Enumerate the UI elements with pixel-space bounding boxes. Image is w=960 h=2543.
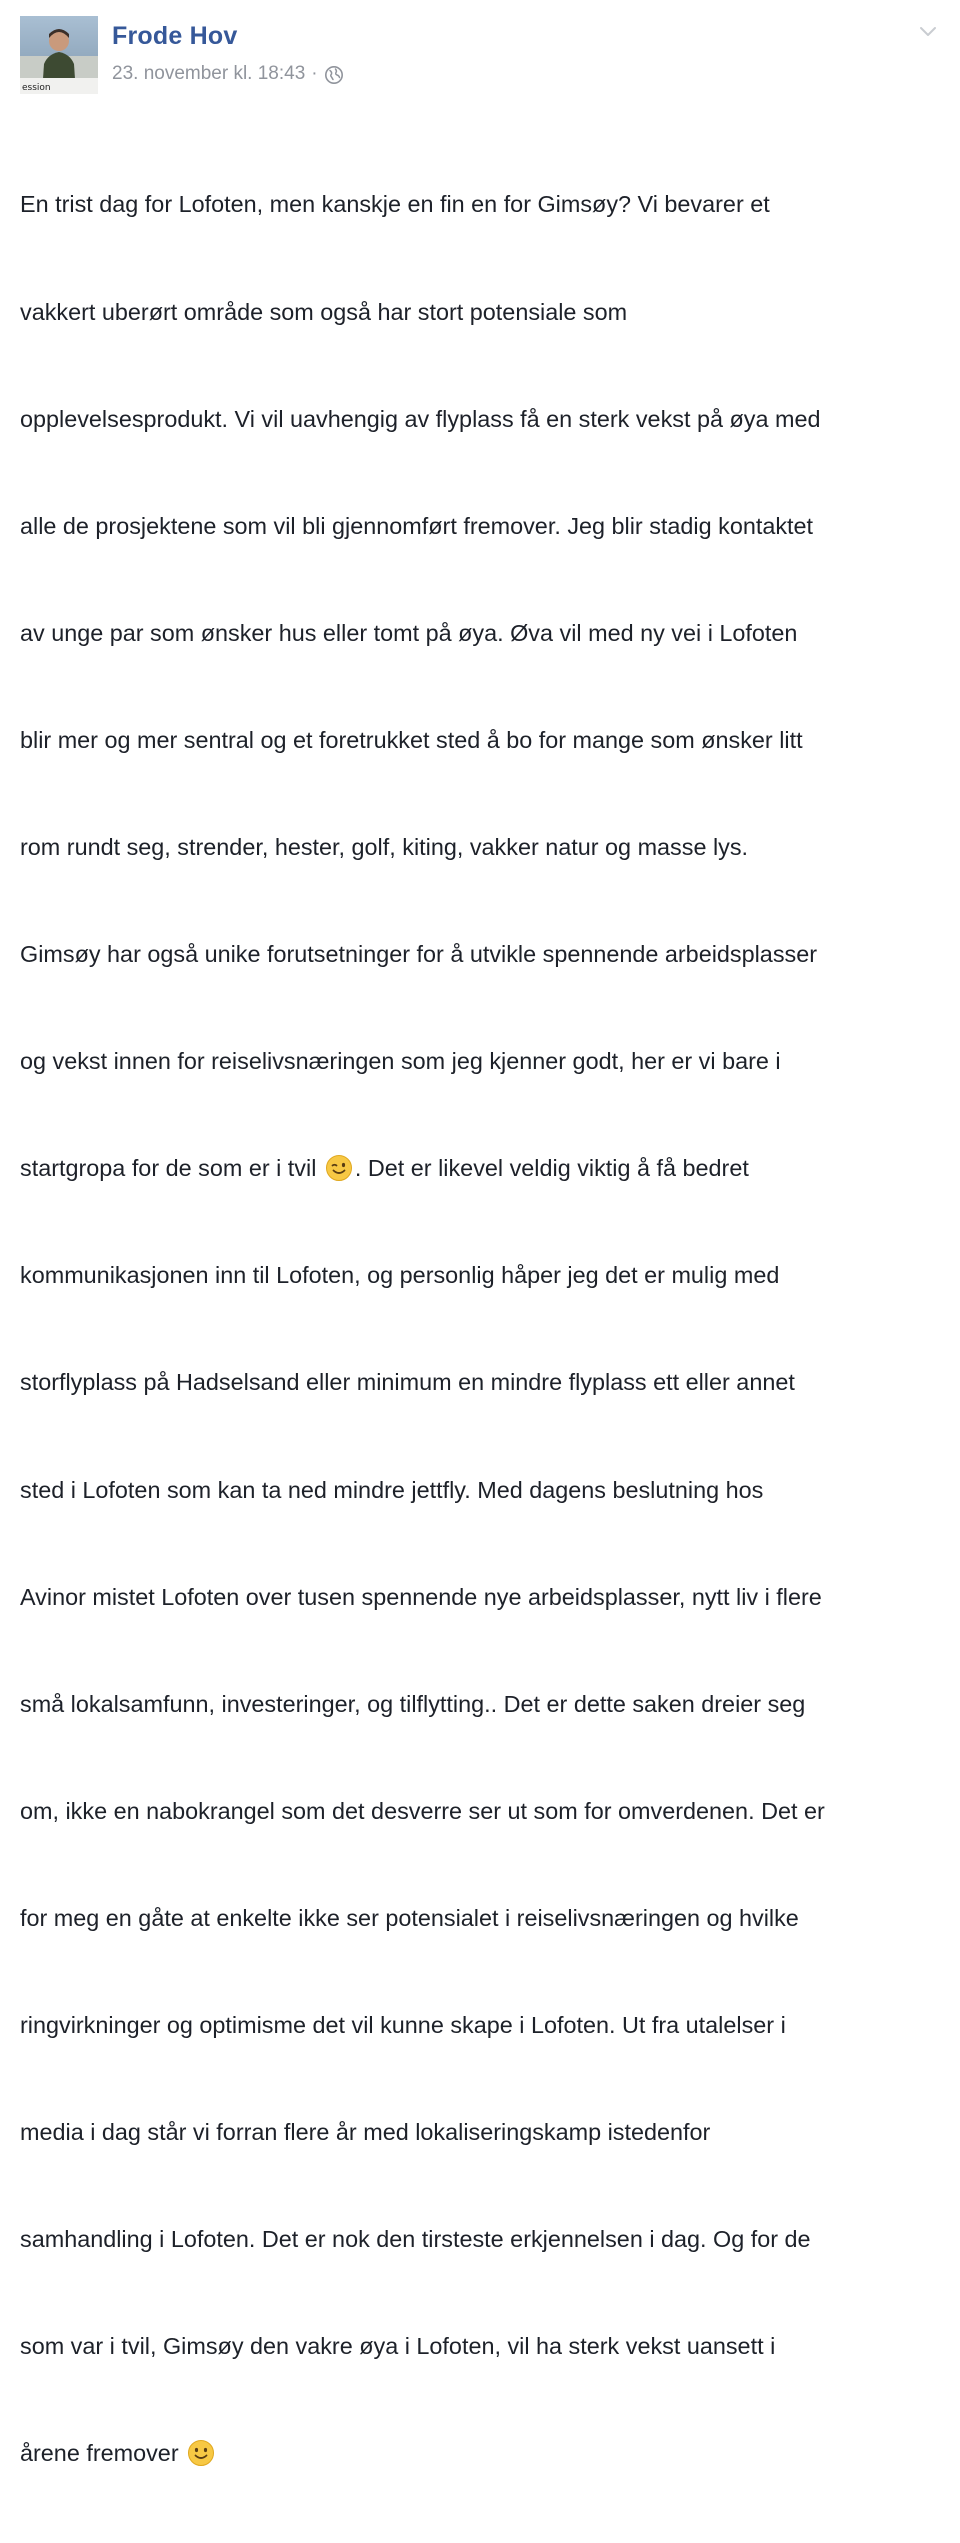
- post-text-line: kommunikasjonen inn til Lofoten, og personlig håper jeg det er mulig med: [20, 1262, 780, 1289]
- post-text-line: av unge par som ønsker hus eller tomt på øya. Øva vil med ny vei i Lofoten: [20, 619, 798, 646]
- post-text-line: storflyplass på Hadselsand eller minimum en mindre flyplass ett eller annet: [20, 1369, 795, 1396]
- post-text-line: rom rundt seg, strender, hester, golf, kiting, vakker natur og masse lys.: [20, 833, 749, 860]
- avatar[interactable]: [20, 16, 98, 94]
- post-text-line: om, ikke en nabokrangel som det desverre ser ut som for omverdenen. Det er: [20, 1797, 825, 1824]
- globe-icon[interactable]: [324, 65, 344, 85]
- post-text-line: samhandling i Lofoten. Det er nok den tirsteste erkjennelsen i dag. Og for de: [20, 2226, 811, 2253]
- avatar-photo: [20, 16, 98, 94]
- post-text-line: sted i Lofoten som kan ta ned mindre jettfly. Med dagens beslutning hos: [20, 1476, 764, 1503]
- smile-emoji-icon: [187, 2439, 215, 2467]
- post-text-line: som var i tvil, Gimsøy den vakre øya i Lofoten, vil ha sterk vekst uansett i: [20, 2333, 776, 2360]
- post-text-segment: startgropa for de som er i tvil: [20, 1155, 317, 1182]
- post-text-line: media i dag står vi forran flere år med lokaliseringskamp istedenfor: [20, 2119, 711, 2146]
- avatar-caption: ession: [22, 83, 51, 93]
- post-text: [20, 116, 940, 2543]
- post-text-line: Gimsøy har også unike forutsetninger for å utvikle spennende arbeidsplasser: [20, 941, 818, 968]
- author-name[interactable]: Frode Hov: [112, 22, 238, 50]
- post-text-line: [20, 2436, 940, 2472]
- meta-separator: ·: [311, 63, 318, 84]
- post-text-line: opplevelsesprodukt. Vi vil uavhengig av flyplass få en sterk vekst på øya med: [20, 405, 821, 432]
- timestamp[interactable]: 23. november kl. 18:43: [112, 63, 306, 84]
- chevron-down-icon[interactable]: [916, 20, 940, 44]
- wink-emoji-icon: [325, 1154, 353, 1182]
- post-text-line: og vekst innen for reiselivsnæringen som jeg kjenner godt, her er vi bare i: [20, 1048, 781, 1075]
- post-text-segment: årene fremover: [20, 2440, 179, 2467]
- post-text-line: [20, 1151, 940, 1187]
- post-text-segment: . Det er likevel veldig viktig å få bedret: [354, 1155, 749, 1182]
- post-text-line: alle de prosjektene som vil bli gjennomført fremover. Jeg blir stadig kontaktet: [20, 512, 814, 539]
- post-text-line: Avinor mistet Lofoten over tusen spennende nye arbeidsplasser, nytt liv i flere: [20, 1583, 822, 1610]
- post-text-line: ringvirkninger og optimisme det vil kunne skape i Lofoten. Ut fra utalelser i: [20, 2012, 786, 2038]
- post-meta: [112, 63, 344, 85]
- post-text-line: blir mer og mer sentral og et foretrukket sted å bo for mange som ønsker litt: [20, 726, 803, 753]
- post-header: [20, 16, 940, 96]
- post-text-line: En trist dag for Lofoten, men kanskje en fin en for Gimsøy? Vi bevarer et: [20, 191, 770, 218]
- post-text-line: for meg en gåte at enkelte ikke ser potensialet i reiselivsnæringen og hvilke: [20, 1904, 799, 1931]
- post-text-line: små lokalsamfunn, investeringer, og tilflytting.. Det er dette saken dreier seg: [20, 1690, 806, 1717]
- post-text-line: vakkert uberørt område som også har stort potensiale som: [20, 298, 628, 325]
